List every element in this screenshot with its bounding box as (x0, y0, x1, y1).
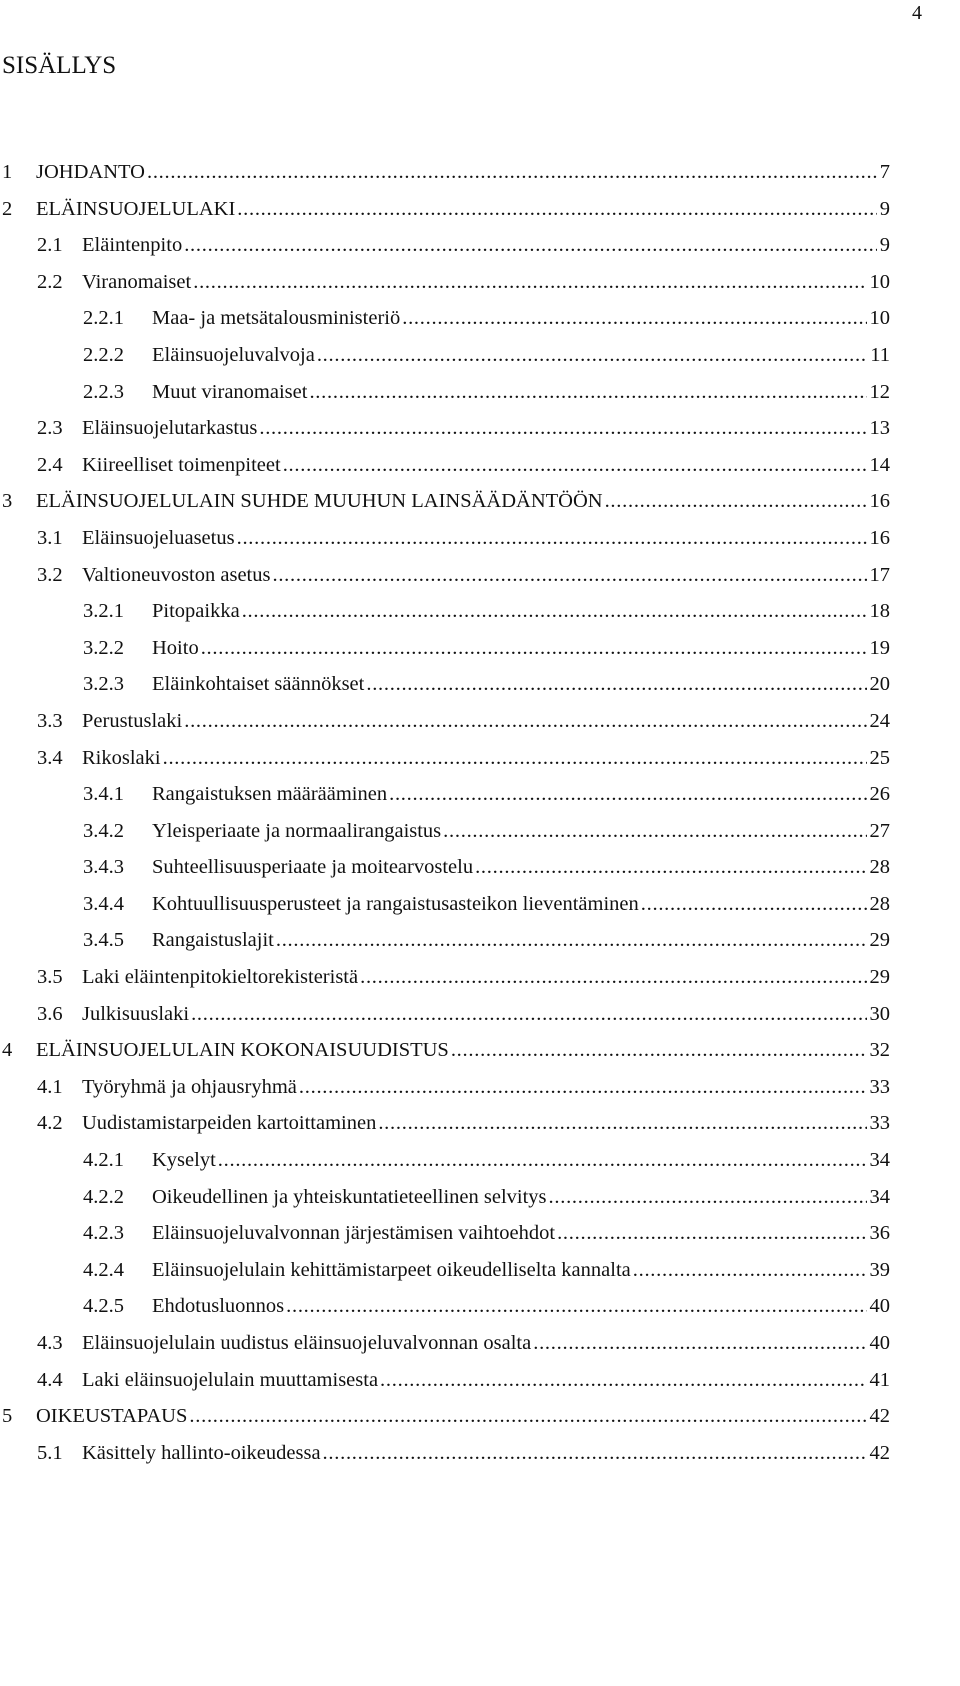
toc-entry-number: 4.2.4 (83, 1258, 124, 1281)
toc-dot-leader (641, 886, 867, 923)
toc-entry-page: 19 (869, 636, 890, 659)
toc-entry-label: Eläinsuojelutarkastus (82, 417, 258, 440)
toc-entry[interactable] (2, 666, 890, 703)
toc-entry-page: 39 (869, 1258, 890, 1281)
toc-entry[interactable] (2, 776, 890, 813)
toc-entry-number: 4.4 (37, 1368, 63, 1391)
toc-entry-number: 2 (2, 197, 13, 220)
toc-entry-page: 28 (869, 892, 890, 915)
toc-entry[interactable] (2, 1252, 890, 1289)
toc-entry[interactable] (2, 813, 890, 850)
toc-dot-leader (549, 1179, 867, 1216)
toc-dot-leader (218, 1142, 867, 1179)
toc-dot-leader (451, 1032, 867, 1069)
toc-entry-label: OIKEUSTAPAUS (36, 1405, 188, 1428)
toc-entry-label: Rangaistuksen määrääminen (152, 783, 388, 806)
toc-entry-number: 4.1 (37, 1075, 63, 1098)
toc-entry-label: Eläinsuojelulain uudistus eläinsuojeluvalvonnan osalta (82, 1332, 532, 1354)
toc-entry-label: Muut viranomaiset (152, 380, 308, 403)
toc-dot-leader (475, 849, 866, 886)
toc-dot-leader (242, 593, 867, 630)
toc-entry-number: 5.1 (37, 1441, 63, 1464)
toc-entry-label: Laki eläinsuojelulain muuttamisesta (82, 1368, 379, 1391)
toc-entry[interactable] (2, 630, 890, 667)
toc-entry-page: 10 (869, 270, 890, 293)
toc-entry-page: 40 (869, 1332, 890, 1354)
toc-entry[interactable] (2, 1288, 890, 1325)
toc-entry-label: Eläinsuojelulain kehittämistarpeet oikeudelliselta kannalta (152, 1258, 631, 1281)
toc-dot-leader (299, 1069, 867, 1106)
toc-entry-page: 32 (869, 1039, 890, 1062)
toc-entry-number: 4.2.1 (83, 1149, 124, 1172)
toc-entry[interactable] (2, 337, 890, 374)
toc-entry-page: 12 (869, 380, 890, 403)
toc-entry-number: 3.2.2 (83, 636, 124, 659)
toc-dot-leader (147, 154, 877, 191)
toc-entry-label: Hoito (152, 636, 199, 659)
toc-entry-label: Oikeudellinen ja yhteiskuntatieteellinen selvitys (152, 1185, 547, 1208)
toc-entry-page: 34 (869, 1149, 890, 1172)
toc-entry-number: 3.4.4 (83, 892, 124, 915)
toc-entry[interactable] (2, 264, 890, 301)
toc-dot-leader (557, 1215, 866, 1252)
toc-entry-label: Julkisuuslaki (82, 1002, 190, 1025)
toc-dot-leader (201, 630, 867, 667)
toc-dot-leader (189, 1398, 866, 1435)
toc-entry-number: 3.4.1 (83, 783, 124, 806)
toc-entry[interactable] (2, 886, 890, 923)
toc-entry-label: Viranomaiset (82, 270, 192, 293)
toc-entry-label: Perustuslaki (82, 709, 183, 732)
toc-entry[interactable] (2, 703, 890, 740)
toc-entry-number: 3.3 (37, 709, 63, 732)
toc-entry[interactable] (2, 410, 890, 447)
toc-entry-number: 4.2.5 (83, 1295, 124, 1318)
toc-dot-leader (380, 1362, 866, 1399)
toc-entry-page: 36 (869, 1222, 890, 1245)
toc-entry-number: 4.2.3 (83, 1222, 124, 1245)
toc-dot-leader (360, 959, 866, 996)
toc-entry-page: 41 (869, 1368, 890, 1391)
toc-entry-number: 5 (2, 1405, 13, 1428)
toc-entry[interactable] (2, 1325, 890, 1362)
toc-dot-leader (366, 666, 866, 703)
toc-entry-label: Pitopaikka (152, 600, 240, 623)
toc-entry-label: Kohtuullisuusperusteet ja rangaistusasteikon lieventäminen (152, 892, 639, 915)
toc-dot-leader (193, 264, 866, 301)
toc-entry[interactable] (2, 849, 890, 886)
toc-entry[interactable] (2, 996, 890, 1033)
toc-entry[interactable] (2, 300, 890, 337)
toc-entry-number: 2.2.2 (83, 343, 124, 366)
page-title: SISÄLLYS (2, 52, 117, 79)
toc-dot-leader (237, 191, 876, 228)
toc-entry-number: 3.6 (37, 1002, 63, 1025)
toc-entry-page: 25 (869, 746, 890, 769)
toc-entry-label: Yleisperiaate ja normaalirangaistus (152, 819, 442, 842)
toc-entry-page: 20 (869, 673, 890, 696)
toc-entry-page: 27 (869, 819, 890, 842)
toc-entry-number: 3.1 (37, 526, 63, 549)
toc-dot-leader (184, 227, 877, 264)
toc-entry-label: Maa- ja metsätalousministeriö (152, 307, 401, 330)
toc-entry[interactable] (2, 1215, 890, 1252)
toc-entry[interactable] (2, 520, 890, 557)
toc-dot-leader (389, 776, 866, 813)
toc-entry-label: Eläinsuojeluvalvoja (152, 343, 315, 366)
toc-entry-page: 40 (869, 1295, 890, 1318)
toc-entry-label: Uudistamistarpeiden kartoittaminen (82, 1112, 377, 1135)
toc-entry-label: Laki eläintenpitokieltorekisteristä (82, 966, 359, 989)
toc-dot-leader (402, 300, 866, 337)
toc-dot-leader (272, 557, 866, 594)
toc-entry-page: 42 (869, 1441, 890, 1464)
toc-dot-leader (633, 1252, 867, 1289)
toc-entry-page: 13 (869, 417, 890, 440)
toc-dot-leader (309, 374, 866, 411)
toc-dot-leader (605, 483, 867, 520)
toc-entry-label: Eläintenpito (82, 234, 183, 257)
toc-entry-page: 26 (869, 783, 890, 806)
toc-entry-number: 2.2.1 (83, 307, 124, 330)
toc-entry[interactable] (2, 191, 890, 228)
toc-entry-label: Rangaistuslajit (152, 929, 274, 952)
toc-entry[interactable] (2, 1032, 890, 1069)
toc-entry-page: 9 (879, 234, 890, 257)
toc-entry-number: 4.3 (37, 1332, 63, 1354)
toc-entry-number: 3.4.2 (83, 819, 124, 842)
toc-entry-label: Eläinsuojeluasetus (82, 526, 235, 549)
toc-entry[interactable] (2, 1105, 890, 1142)
toc-dot-leader (283, 447, 867, 484)
toc-entry-page: 24 (869, 709, 890, 732)
toc-entry-number: 3.2 (37, 563, 63, 586)
toc-entry-number: 3 (2, 490, 13, 513)
toc-entry[interactable] (2, 227, 890, 264)
toc-entry[interactable] (2, 1179, 890, 1216)
toc-entry[interactable] (2, 483, 890, 520)
toc-dot-leader (276, 922, 867, 959)
table-of-contents (2, 154, 890, 1471)
toc-entry[interactable] (2, 740, 890, 777)
toc-entry-label: ELÄINSUOJELULAIN SUHDE MUUHUN LAINSÄÄDÄNTÖÖN (36, 490, 603, 513)
toc-dot-leader (533, 1325, 866, 1362)
toc-entry-label: Kyselyt (152, 1149, 216, 1172)
toc-entry-number: 2.3 (37, 417, 63, 440)
toc-entry-number: 2.2 (37, 270, 63, 293)
toc-entry-number: 4 (2, 1039, 13, 1062)
toc-entry-label: Valtioneuvoston asetus (82, 563, 271, 586)
toc-dot-leader (237, 520, 867, 557)
toc-dot-leader (184, 703, 866, 740)
toc-entry-label: Työryhmä ja ohjausryhmä (82, 1075, 297, 1098)
toc-entry-label: Eläinkohtaiset säännökset (152, 673, 365, 696)
toc-entry-page: 14 (869, 453, 890, 476)
toc-entry-number: 2.2.3 (83, 380, 124, 403)
toc-entry-label: ELÄINSUOJELULAIN KOKONAISUUDISTUS (36, 1039, 449, 1062)
toc-dot-leader (163, 740, 867, 777)
toc-entry-page: 30 (869, 1002, 890, 1025)
toc-entry-number: 3.4.3 (83, 856, 124, 879)
toc-entry-page: 34 (869, 1185, 890, 1208)
toc-dot-leader (286, 1288, 866, 1325)
toc-entry-number: 3.5 (37, 966, 63, 989)
toc-entry-page: 10 (869, 307, 890, 330)
toc-dot-leader (317, 337, 867, 374)
toc-entry[interactable] (2, 1069, 890, 1106)
toc-entry-page: 29 (869, 929, 890, 952)
toc-entry-label: Rikoslaki (82, 746, 161, 769)
toc-entry-page: 33 (869, 1112, 890, 1135)
toc-entry-page: 42 (869, 1405, 890, 1428)
toc-entry[interactable] (2, 154, 890, 191)
toc-entry-page: 9 (879, 197, 890, 220)
toc-entry-page: 28 (869, 856, 890, 879)
toc-entry-label: Ehdotusluonnos (152, 1295, 285, 1318)
toc-dot-leader (323, 1435, 867, 1472)
toc-dot-leader (259, 410, 866, 447)
toc-dot-leader (191, 996, 866, 1033)
toc-entry-page: 16 (869, 526, 890, 549)
toc-entry-page: 18 (869, 600, 890, 623)
toc-entry-number: 3.4.5 (83, 929, 124, 952)
toc-entry-number: 4.2 (37, 1112, 63, 1135)
toc-dot-leader (443, 813, 866, 850)
toc-entry-number: 1 (2, 161, 13, 183)
toc-entry-label: Käsittely hallinto-oikeudessa (82, 1441, 321, 1464)
toc-entry[interactable] (2, 447, 890, 484)
toc-entry-label: ELÄINSUOJELULAKI (36, 197, 236, 220)
toc-entry-number: 3.2.1 (83, 600, 124, 623)
toc-entry[interactable] (2, 959, 890, 996)
toc-entry-page: 7 (879, 161, 890, 183)
toc-entry[interactable] (2, 1142, 890, 1179)
toc-entry[interactable] (2, 593, 890, 630)
toc-entry-page: 17 (869, 563, 890, 586)
toc-entry-number: 4.2.2 (83, 1185, 124, 1208)
toc-entry-number: 2.4 (37, 453, 63, 476)
toc-entry-page: 29 (869, 966, 890, 989)
toc-entry[interactable] (2, 1362, 890, 1399)
toc-entry-label: Kiireelliset toimenpiteet (82, 453, 281, 476)
toc-dot-leader (378, 1105, 866, 1142)
toc-entry-label: Suhteellisuusperiaate ja moitearvostelu (152, 856, 474, 879)
toc-entry-number: 2.1 (37, 234, 63, 257)
toc-entry-label: JOHDANTO (36, 161, 145, 183)
toc-entry[interactable] (2, 922, 890, 959)
toc-entry-number: 3.4 (37, 746, 63, 769)
toc-entry-page: 16 (869, 490, 890, 513)
page-number: 4 (912, 2, 922, 24)
toc-entry[interactable] (2, 1435, 890, 1472)
toc-entry-number: 3.2.3 (83, 673, 124, 696)
toc-entry[interactable] (2, 374, 890, 411)
toc-entry[interactable] (2, 557, 890, 594)
toc-entry-page: 33 (869, 1075, 890, 1098)
toc-entry-page: 11 (870, 343, 890, 366)
toc-entry[interactable] (2, 1398, 890, 1435)
toc-entry-label: Eläinsuojeluvalvonnan järjestämisen vaihtoehdot (152, 1222, 556, 1245)
